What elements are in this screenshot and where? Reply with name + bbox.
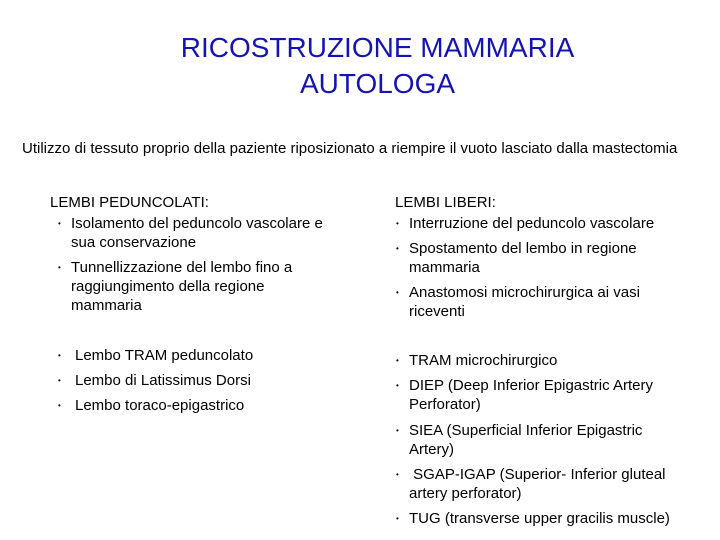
slide-title-line-1: RICOSTRUZIONE MAMMARIA <box>180 32 575 63</box>
slide-title-line-2: AUTOLOGA <box>299 68 456 99</box>
list-item-text: Lembo TRAM peduncolato <box>75 347 254 364</box>
bullet-icon: • <box>396 514 399 523</box>
list-item <box>58 396 333 415</box>
bullet-icon: • <box>396 426 399 435</box>
bullet-icon: • <box>58 263 61 272</box>
right-column-heading: LEMBI LIBERI: <box>395 194 496 211</box>
bullet-icon: • <box>58 219 61 228</box>
list-item-text: SIEA (Superficial Inferior Epigastric Artery) <box>409 422 643 458</box>
list-item <box>396 509 681 528</box>
slide-title <box>120 30 635 102</box>
bullet-icon: • <box>58 376 61 385</box>
list-item-text: Interruzione del peduncolo vascolare <box>409 215 655 232</box>
list-item-text: Lembo toraco-epigastrico <box>75 397 245 414</box>
list-item-text: SGAP-IGAP (Superior- Inferior gluteal artery perforator) <box>409 466 670 502</box>
left-column-heading: LEMBI PEDUNCOLATI: <box>50 194 209 211</box>
bullet-icon: • <box>396 470 399 479</box>
list-item-text: Isolamento del peduncolo vascolare e sua conservazione <box>71 215 323 251</box>
bullet-icon: • <box>396 356 399 365</box>
list-item <box>396 465 681 503</box>
list-item <box>58 214 333 252</box>
list-item <box>58 258 323 315</box>
list-item <box>396 283 686 321</box>
list-item-text: TUG (transverse upper gracilis muscle) <box>409 510 670 527</box>
list-item-text: TRAM microchirurgico <box>409 352 558 369</box>
list-item <box>396 214 696 233</box>
list-item <box>396 351 686 370</box>
intro-text: Utilizzo di tessuto proprio della paziente riposizionato a riempire il vuoto lasciato dalla mastectomia <box>22 140 678 157</box>
bullet-icon: • <box>396 381 399 390</box>
list-item-text: Lembo di Latissimus Dorsi <box>75 372 251 389</box>
list-item-text: Anastomosi microchirurgica ai vasi riceventi <box>409 284 640 320</box>
list-item <box>58 371 333 390</box>
list-item-text: Spostamento del lembo in regione mammaria <box>409 240 637 276</box>
list-item <box>58 346 333 365</box>
bullet-icon: • <box>396 244 399 253</box>
bullet-icon: • <box>396 219 399 228</box>
bullet-icon: • <box>58 401 61 410</box>
list-item-text: Tunnellizzazione del lembo fino a raggiungimento della regione mammaria <box>71 259 293 314</box>
list-item-text: DIEP (Deep Inferior Epigastric Artery Perforator) <box>409 377 653 413</box>
list-item <box>396 376 691 414</box>
list-item <box>396 421 681 459</box>
list-item <box>396 239 686 277</box>
bullet-icon: • <box>58 351 61 360</box>
bullet-icon: • <box>396 288 399 297</box>
